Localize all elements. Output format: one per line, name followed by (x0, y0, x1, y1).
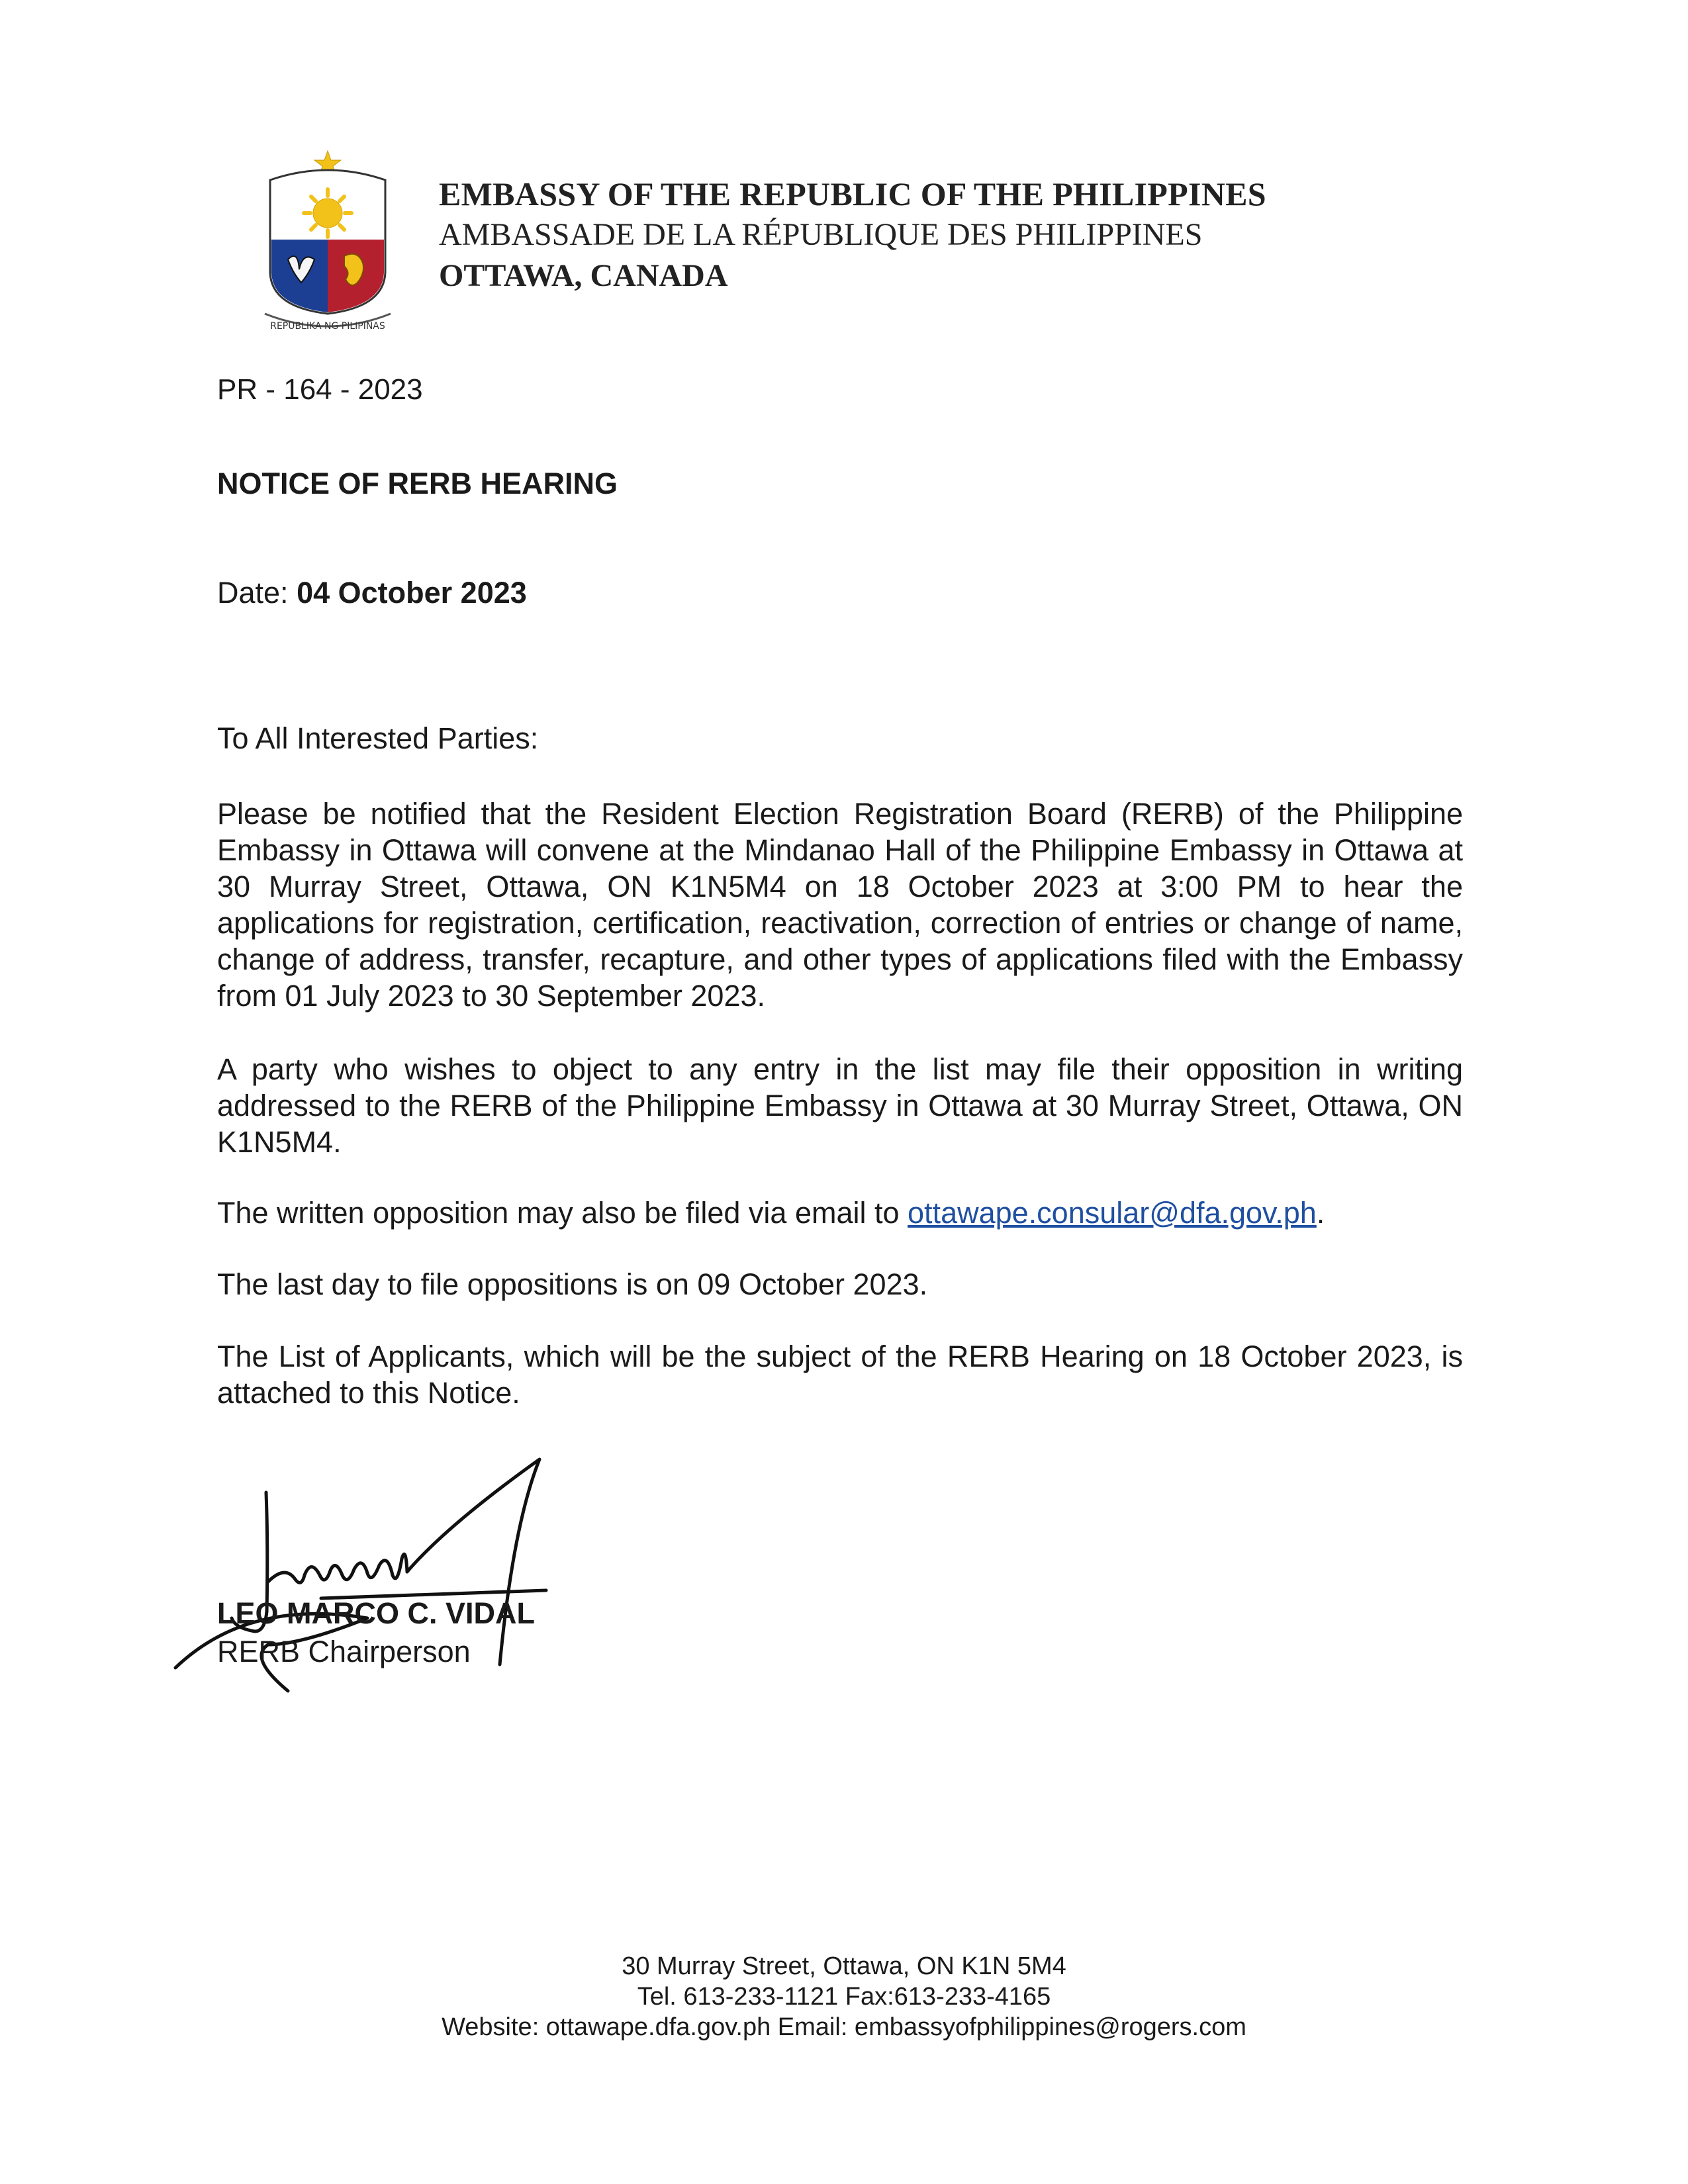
letterhead-line-english: EMBASSY OF THE REPUBLIC OF THE PHILIPPINES (439, 175, 1266, 212)
email-suffix: . (1316, 1196, 1325, 1230)
letterhead (439, 173, 1266, 296)
date-value: 04 October 2023 (297, 576, 527, 610)
paragraph-email (217, 1195, 1463, 1231)
paragraph-applicants-list: The List of Applicants, which will be the subject of the RERB Hearing on 18 October 2023, is attached to this Notice. (217, 1340, 1463, 1410)
letterhead-line-french: AMBASSADE DE LA RÉPUBLIQUE DES PHILIPPINES (439, 217, 1203, 252)
signatory-title: RERB Chairperson (217, 1635, 471, 1668)
email-prefix: The written opposition may also be filed via email to (217, 1196, 908, 1230)
salutation: To All Interested Parties: (217, 721, 539, 755)
notice-title: NOTICE OF RERB HEARING (217, 467, 618, 500)
footer-website-email: Website: ottawape.dfa.gov.ph Email: embassyofphilippines@rogers.com (442, 2013, 1246, 2041)
coat-of-arms-seal (252, 140, 404, 332)
footer (0, 1951, 1688, 2042)
notice-date (217, 576, 527, 610)
signatory-name: LEO MARCO C. VIDAL (217, 1596, 535, 1630)
paragraph-deadline: The last day to file oppositions is on 09 October 2023. (217, 1267, 928, 1301)
reference-number: PR - 164 - 2023 (217, 373, 423, 406)
letterhead-line-city: OTTAWA, CANADA (439, 258, 728, 293)
footer-phone-fax: Tel. 613-233-1121 Fax:613-233-4165 (637, 1983, 1051, 2011)
consular-email-link[interactable]: ottawape.consular@dfa.gov.ph (908, 1196, 1317, 1230)
paragraph-opposition: A party who wishes to object to any entry in the list may file their opposition in writing addressed to the RERB of the Philippine Embassy in Ottawa at 30 Murray Street, Ottawa, ON K1N5M4. (217, 1052, 1463, 1159)
footer-address: 30 Murray Street, Ottawa, ON K1N 5M4 (622, 1952, 1066, 1980)
date-label: Date: (217, 576, 289, 610)
seal-icon (252, 140, 404, 332)
paragraph-hearing-details: Please be notified that the Resident Election Registration Board (RERB) of the Philippine Embassy in Ottawa will convene at the Mindanao Hall of the Philippine Embassy in Ottawa at 30 Murray Street, Ottawa, ON K1N5M4 on 18 October 2023 at 3:00 PM to hear the applications for registration, certification, reactivation, correction of entries or change of name, change of address, transfer, recapture, and other types of applications filed with the Embassy from 01 July 2023 to 30 September 2023. (217, 797, 1463, 1013)
seal-motto: REPUBLIKA NG PILIPINAS (270, 321, 385, 332)
